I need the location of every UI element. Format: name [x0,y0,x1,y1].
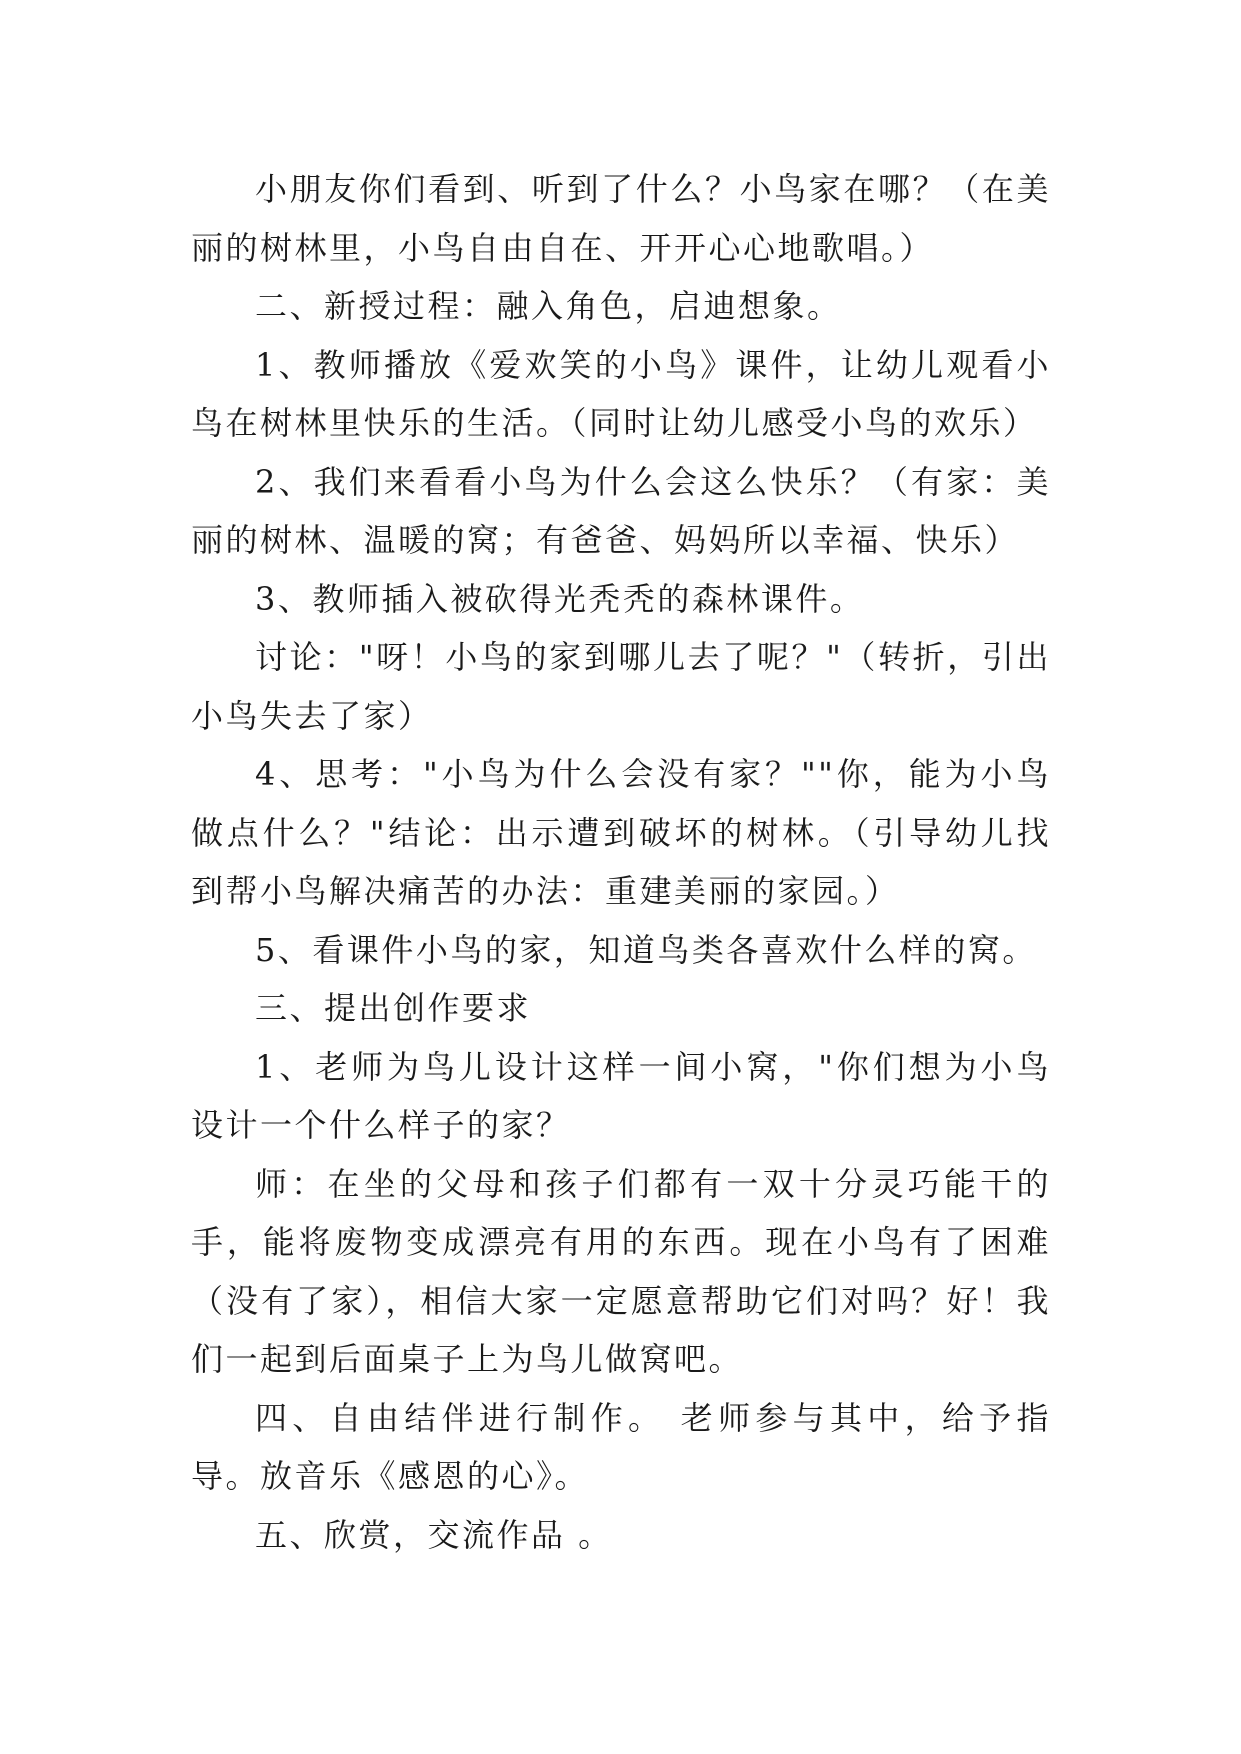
document-body [191,160,1051,1564]
paragraph-intro-question: 小朋友你们看到、听到了什么？小鸟家在哪？（在美丽的树林里，小鸟自由自在、开开心心地歌唱。） [191,170,1051,267]
paragraph-step-2: 2、我们来看看小鸟为什么会这么快乐？（有家：美丽的树林、温暖的窝；有爸爸、妈妈所以幸福、快乐） [191,462,1051,559]
paragraph-requirement-1: 1、老师为鸟儿设计这样一间小窝，"你们想为小鸟设计一个什么样子的家？ [191,1047,1051,1144]
paragraph-step-1: 1、教师播放《爱欢笑的小鸟》课件，让幼儿观看小鸟在树林里快乐的生活。（同时让幼儿感受小鸟的欢乐） [191,345,1051,442]
paragraph-section-5: 五、欣赏，交流作品 。 [255,1515,613,1554]
paragraph-section-2-heading: 二、新授过程：融入角色，启迪想象。 [255,287,842,325]
paragraph-discussion: 讨论："呀！小鸟的家到哪儿去了呢？"（转折，引出小鸟失去了家） [191,638,1051,735]
paragraph-section-3-heading: 三、提出创作要求 [255,989,532,1027]
paragraph-step-3: 3、教师插入被砍得光秃秃的森林课件。 [255,579,865,618]
paragraph-step-5: 5、看课件小鸟的家，知道鸟类各喜欢什么样的窝。 [255,930,1037,969]
paragraph-step-4: 4、思考："小鸟为什么会没有家？""你，能为小鸟做点什么？"结论：出示遭到破坏的树林。（引导幼儿找到帮小鸟解决痛苦的办法：重建美丽的家园。） [191,755,1051,910]
paragraph-teacher-speech: 师：在坐的父母和孩子们都有一双十分灵巧能干的手，能将废物变成漂亮有用的东西。现在小鸟有了困难（没有了家），相信大家一定愿意帮助它们对吗？好！我们一起到后面桌子上为鸟儿做窝吧。 [191,1164,1051,1378]
paragraph-section-4: 四、自由结伴进行制作。 老师参与其中，给予指导。放音乐《感恩的心》。 [191,1398,1051,1495]
